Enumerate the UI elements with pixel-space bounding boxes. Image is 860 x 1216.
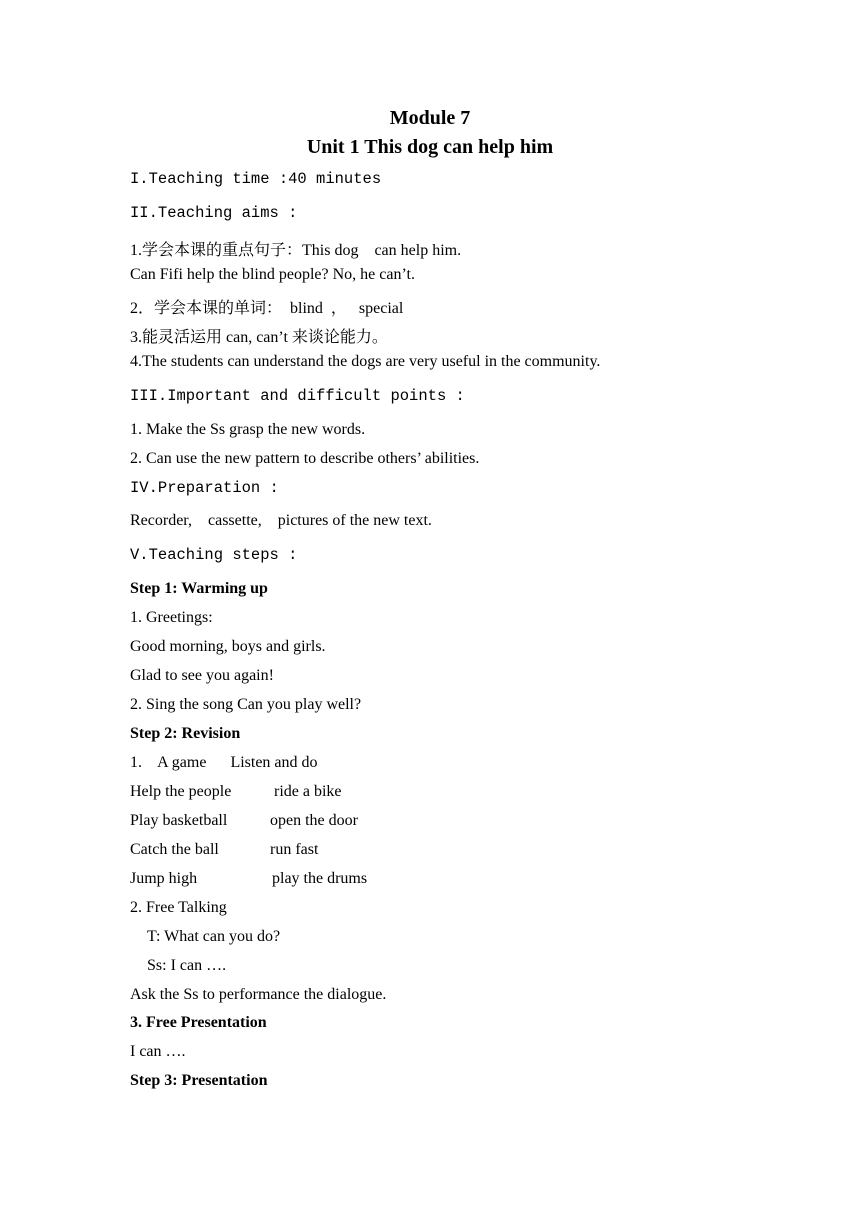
preparation-line: Recorder, cassette, pictures of the new text. <box>130 512 432 529</box>
teaching-aims-heading: II.Teaching aims : <box>130 204 298 222</box>
step1-line: 1. Greetings: <box>130 609 213 626</box>
step1-heading: Step 1: Warming up <box>130 580 268 597</box>
unit-title: Unit 1 This dog can help him <box>306 136 554 158</box>
action-left: Jump high <box>130 870 198 887</box>
free-talking-line: 2. Free Talking <box>130 899 227 916</box>
teaching-steps-heading: V.Teaching steps : <box>130 546 298 564</box>
action-left: Catch the ball <box>130 841 219 858</box>
teaching-time: I.Teaching time :40 minutes <box>130 170 382 188</box>
step2-heading: Step 2: Revision <box>130 725 241 742</box>
points-heading: III.Important and difficult points : <box>130 387 465 405</box>
aim-line: Can Fifi help the blind people? No, he can’t. <box>130 266 415 283</box>
aim-line: 4.The students can understand the dogs are very useful in the community. <box>130 353 601 370</box>
action-left: Play basketball <box>130 812 228 829</box>
dialogue-line: T: What can you do? <box>147 928 281 945</box>
step3-heading: Step 3: Presentation <box>130 1072 268 1089</box>
ask-line: Ask the Ss to performance the dialogue. <box>130 986 387 1003</box>
action-right: ride a bike <box>274 783 342 800</box>
aim-line: 1.学会本课的重点句子：This dog can help him. <box>130 242 462 259</box>
dialogue-line: Ss: I can …. <box>147 957 227 974</box>
step1-line: 2. Sing the song Can you play well? <box>130 696 362 713</box>
action-right: run fast <box>270 841 319 858</box>
aim-line: 2．学会本课的单词： blind ， special <box>130 300 404 317</box>
step1-line: Glad to see you again! <box>130 667 274 684</box>
point-line: 2. Can use the new pattern to describe others’ abilities. <box>130 450 480 467</box>
game-line: 1. A game Listen and do <box>130 754 318 771</box>
aim-line: 3.能灵活运用 can, can’t 来谈论能力。 <box>130 329 388 346</box>
module-title: Module 7 <box>389 107 471 129</box>
preparation-heading: IV.Preparation : <box>130 479 279 497</box>
presentation-line: I can …. <box>130 1043 186 1060</box>
point-line: 1. Make the Ss grasp the new words. <box>130 421 366 438</box>
action-right: play the drums <box>272 870 368 887</box>
step1-line: Good morning, boys and girls. <box>130 638 326 655</box>
action-left: Help the people <box>130 783 232 800</box>
action-right: open the door <box>270 812 358 829</box>
free-presentation-heading: 3. Free Presentation <box>130 1014 267 1031</box>
